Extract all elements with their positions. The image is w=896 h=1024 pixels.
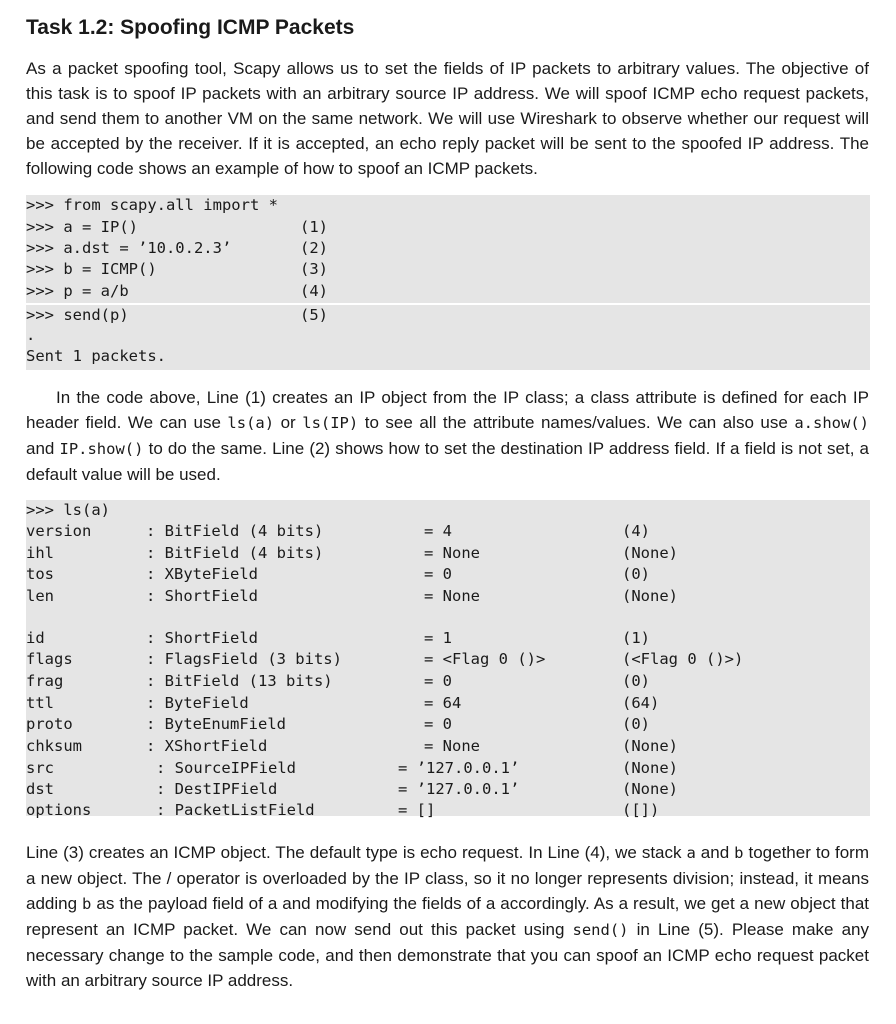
field-name: chksum [26, 737, 82, 755]
field-default: (<Flag 0 ()>) [622, 650, 744, 668]
field-name: version [26, 522, 92, 540]
line-number: (2) [300, 239, 328, 257]
code-line: >>> p = a/b [26, 282, 129, 300]
ls-row-id [26, 628, 870, 649]
ls-row-ttl [26, 693, 870, 714]
field-type: : XByteField [146, 565, 258, 583]
field-default: (0) [622, 672, 650, 690]
field-name: dst [26, 780, 54, 798]
field-type: : FlagsField (3 bits) [146, 650, 342, 668]
field-type: : PacketListField [156, 801, 315, 819]
code-block-send [26, 195, 870, 370]
code-block-ls [26, 500, 870, 819]
code-line: >>> a.dst = ’10.0.2.3’ [26, 239, 232, 257]
inline-code: b [82, 895, 92, 913]
field-value: = 0 [424, 672, 452, 690]
field-name: options [26, 801, 92, 819]
field-value: = None [424, 737, 480, 755]
conclusion-paragraph: Line (3) creates an ICMP object. The default type is echo request. In Line (4), we stack a and b together to form a new object. The / operator is overloaded by the IP class, so it no longer represents division; instead, it means adding b as the payload field of a and modifying the fields of a accordingly. As a result, we get a new object that represent an ICMP packet. We can now send out this packet using send() in Line (5). Please make any necessary change to the sample code, and then demonstrate that you can spoof an ICMP echo request packet with an arbitrary source IP address. [26, 843, 870, 990]
field-type: : ByteField [146, 694, 249, 712]
field-value: = None [424, 544, 480, 562]
code-line: >>> ls(a) [26, 501, 110, 519]
ls-row-dst [26, 779, 870, 800]
field-default: (0) [622, 715, 650, 733]
line-number: (1) [300, 218, 328, 236]
field-name: ihl [26, 544, 54, 562]
field-type: : SourceIPField [156, 759, 296, 777]
code-line: >>> b = ICMP() [26, 260, 157, 278]
code-line: >>> send(p) [26, 306, 129, 324]
inline-code: a [686, 844, 696, 862]
field-default: (None) [622, 544, 678, 562]
field-type: : XShortField [146, 737, 268, 755]
field-value: = 0 [424, 565, 452, 583]
inline-code: send() [572, 921, 629, 939]
intro-paragraph: As a packet spoofing tool, Scapy allows us to set the fields of IP packets to arbitrary values. The objective of this task is to spoof IP packets with an arbitrary source IP address. We will spoof ICMP echo request packets, and send them to another VM on the same network. We will use Wireshark to observe whether our request will be accepted by the receiver. If it is accepted, an echo reply packet will be sent to the spoofed IP address. The following code shows an example of how to spoof an ICMP packets. [26, 59, 869, 178]
field-default: (0) [622, 565, 650, 583]
field-default: (1) [622, 629, 650, 647]
ls-row-chksum [26, 736, 870, 757]
code-separator [26, 303, 870, 305]
ls-row-src [26, 758, 870, 779]
field-name: frag [26, 672, 64, 690]
field-value: = 0 [424, 715, 452, 733]
field-type: : BitField (13 bits) [146, 672, 333, 690]
field-value: = ’127.0.0.1’ [398, 759, 520, 777]
line-number: (5) [300, 306, 328, 324]
explanation-paragraph: In the code above, Line (1) creates an IP object from the IP class; a class attribute is defined for each IP header field. We can use ls(a) or ls(IP) to see all the attribute names/values. We can also use a.show() and IP.show() to do the same. Line (2) shows how to set the destination IP address field. If a field is not set, a default value will be used. [26, 388, 869, 484]
inline-code: a.show() [794, 414, 869, 432]
section-title: Task 1.2: Spoofing ICMP Packets [26, 16, 355, 39]
field-name: ttl [26, 694, 54, 712]
field-default: (None) [622, 587, 678, 605]
field-default: (4) [622, 522, 650, 540]
inline-code: IP.show() [59, 440, 144, 458]
field-value: = 1 [424, 629, 452, 647]
ls-row-len [26, 586, 870, 607]
code-line: . [26, 326, 36, 344]
ls-row-version [26, 521, 870, 542]
line-number: (4) [300, 282, 328, 300]
field-name: flags [26, 650, 73, 668]
ls-row-options [26, 800, 870, 821]
inline-code: ls(IP) [302, 414, 359, 432]
field-type: : ByteEnumField [146, 715, 286, 733]
field-default: (64) [622, 694, 660, 712]
ls-row-tos [26, 564, 870, 585]
field-value: = <Flag 0 ()> [424, 650, 546, 668]
ls-row-ihl [26, 543, 870, 564]
field-value: = ’127.0.0.1’ [398, 780, 520, 798]
field-type: : ShortField [146, 629, 258, 647]
field-value: = None [424, 587, 480, 605]
field-type: : BitField (4 bits) [146, 522, 324, 540]
ls-row-proto [26, 714, 870, 735]
field-name: src [26, 759, 54, 777]
code-line: >>> a = IP() [26, 218, 138, 236]
field-type: : DestIPField [156, 780, 278, 798]
code-line: Sent 1 packets. [26, 347, 166, 365]
field-name: len [26, 587, 54, 605]
field-value: = 64 [424, 694, 462, 712]
field-value: = 4 [424, 522, 452, 540]
field-default: ([]) [622, 801, 660, 819]
field-default: (None) [622, 737, 678, 755]
code-line: >>> from scapy.all import * [26, 196, 278, 214]
field-default: (None) [622, 780, 678, 798]
field-default: (None) [622, 759, 678, 777]
inline-code: b [734, 844, 744, 862]
field-type: : BitField (4 bits) [146, 544, 324, 562]
inline-code: ls(a) [227, 414, 275, 432]
ls-row-frag [26, 671, 870, 692]
field-name: proto [26, 715, 73, 733]
field-name: id [26, 629, 45, 647]
field-name: tos [26, 565, 54, 583]
ls-row-flags [26, 649, 870, 670]
field-type: : ShortField [146, 587, 258, 605]
line-number: (3) [300, 260, 328, 278]
field-value: = [] [398, 801, 436, 819]
